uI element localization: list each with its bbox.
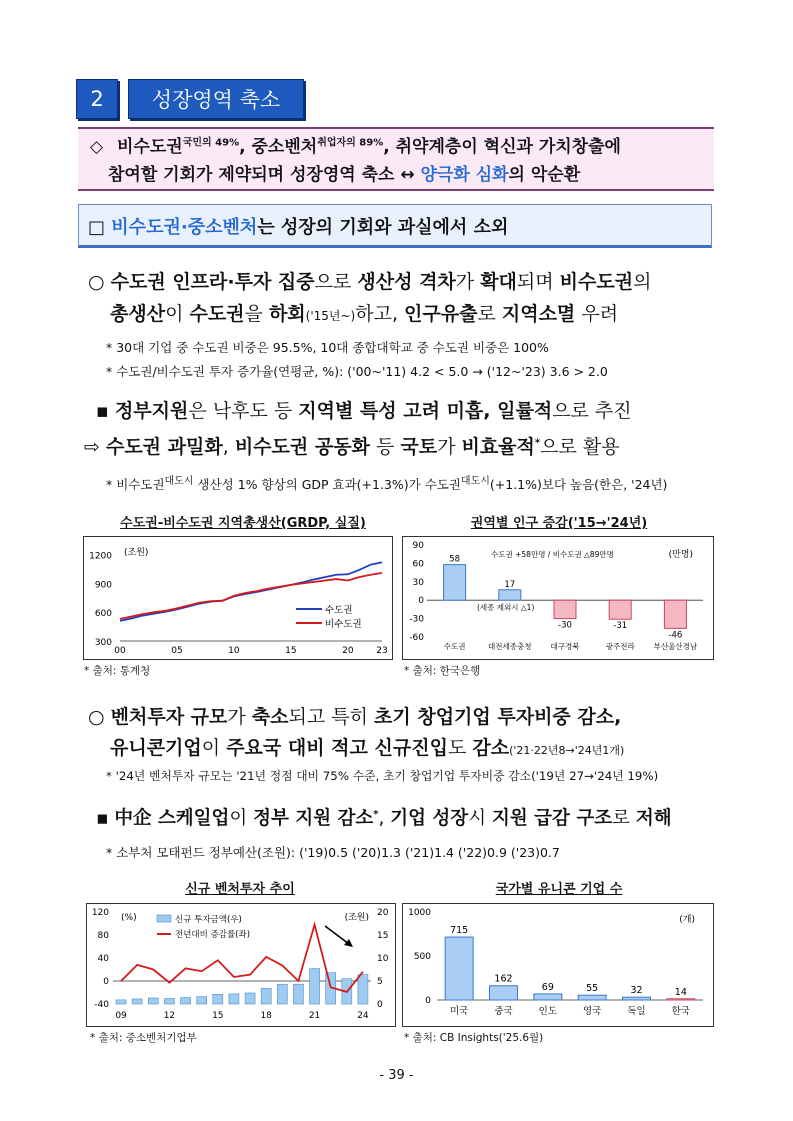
- chart1-source: * 출처: 통계청: [84, 665, 151, 677]
- bar: [444, 565, 466, 601]
- x-tick-label: 10: [228, 646, 240, 656]
- bar: [164, 998, 174, 1004]
- y-tick-label: 0: [418, 596, 424, 607]
- x-tick-label: 18: [260, 1011, 272, 1021]
- bar: [578, 995, 606, 1000]
- annotation: 수도권 +58만명 / 비수도권 △89만명: [491, 550, 614, 559]
- y-tick-label: 0: [425, 996, 431, 1006]
- bar: [293, 984, 303, 1004]
- x-tick-label: 09: [115, 1011, 127, 1021]
- x-tick-label: 21: [308, 1011, 321, 1021]
- note1-2: * 수도권/비수도권 투자 증가율(연평균, %): ('00~'11) 4.2 < 5.0 → ('12~'23) 3.6 > 2.0: [106, 364, 608, 379]
- trend-arrowhead: [344, 939, 353, 947]
- para3: ⇨ 수도권 과밀화, 비수도권 공동화 등 국토가 비효율적*으로 활용: [84, 436, 620, 458]
- para4-line1: ○ 벤처투자 규모가 축소되고 특히 초기 창업기업 투자비중 감소,: [88, 706, 622, 728]
- y-left-tick-label: 120: [91, 908, 109, 918]
- chart1-title: 수도권-비수도권 지역총생산(GRDP, 실질): [120, 516, 366, 531]
- unit-left-label: (%): [121, 913, 137, 923]
- chart4-title: 국가별 유니콘 기업 수: [495, 882, 623, 897]
- trend-arrow: [325, 926, 349, 944]
- data-label: 162: [494, 973, 513, 985]
- summary-line-1: ◇ 비수도권$^{국민의 49\%}$, 중소벤처$^{취업자의 89\%}$, 취약계층이 혁신과 가치창출에: [90, 137, 621, 157]
- section-title: 성장영역 축소: [128, 79, 304, 119]
- note5: * 소부처 모태펀드 정부예산(조원): ('19)0.5 ('20)1.3 ('21)1.4 ('22)0.9 ('23)0.7: [106, 845, 560, 860]
- data-label: -31: [613, 621, 628, 632]
- bar: [277, 984, 287, 1004]
- category-label: 미국: [449, 1006, 469, 1017]
- category-label: 대구경북: [550, 642, 580, 651]
- y-left-tick-label: 80: [97, 931, 109, 941]
- unit-label: (개): [679, 915, 695, 925]
- category-label: 부산울산경남: [653, 642, 698, 651]
- bar: [229, 994, 239, 1004]
- bar: [623, 997, 651, 1000]
- chart2-title: 권역별 인구 증감('15→'24년): [470, 516, 648, 531]
- y-left-tick-label: -40: [94, 1000, 109, 1010]
- annotation-2: (세종 제외시 △1): [477, 603, 535, 612]
- summary-line-2: 참여할 기회가 제약되며 성장영역 축소 ↔ 양극화 심화의 악순환: [108, 165, 581, 185]
- chart4-svg: [403, 904, 713, 1026]
- y-tick-label: 1000: [408, 908, 431, 918]
- subheading: □ 비수도권·중소벤처는 성장의 기회와 과실에서 소외: [88, 217, 509, 238]
- data-label: 715: [450, 925, 469, 937]
- bar: [310, 969, 320, 1004]
- bar: [245, 993, 255, 1004]
- note1-1: * 30대 기업 중 수도권 비중은 95.5%, 10대 종합대학교 중 수도권 비중은 100%: [106, 340, 549, 355]
- unit-label: (조원): [124, 548, 149, 558]
- note4: * '24년 벤처투자 규모는 '21년 정점 대비 75% 수준, 초기 창업기업 투자비중 감소('19년 27→'24년 19%): [106, 769, 659, 783]
- para5: ▪ 中企 스케일업이 정부 지원 감소*, 기업 성장시 지원 급감 구조로 저해: [96, 808, 672, 829]
- legend-label: 신규 투자금액(우): [175, 915, 242, 925]
- y-right-tick-label: 20: [377, 908, 389, 918]
- legend-label: 전년대비 증감률(좌): [175, 930, 251, 940]
- data-label: 32: [630, 985, 643, 997]
- y-right-tick-label: 5: [377, 977, 383, 987]
- y-right-tick-label: 10: [377, 954, 389, 964]
- chart1-panel: [83, 536, 393, 660]
- bar: [197, 997, 207, 1004]
- legend-label: 수도권: [325, 605, 353, 616]
- y-tick-label: 1200: [89, 551, 112, 562]
- y-left-tick-label: 0: [103, 977, 109, 987]
- chart3-source: * 출처: 중소벤처기업부: [90, 1032, 197, 1044]
- chart2-source: * 출처: 한국은행: [404, 665, 481, 677]
- y-tick-label: 600: [94, 609, 112, 620]
- data-label: 55: [586, 983, 599, 995]
- bar: [358, 975, 368, 1004]
- x-tick-label: 23: [376, 646, 388, 656]
- chart3-svg: [87, 904, 395, 1026]
- category-label: 수도권: [443, 642, 466, 651]
- x-tick-label: 00: [114, 646, 126, 656]
- data-label: 17: [504, 579, 516, 590]
- legend-swatch-bar: [157, 915, 171, 922]
- data-label: 69: [541, 981, 554, 993]
- y-tick-label: 30: [412, 577, 424, 588]
- y-tick-label: -60: [409, 633, 424, 643]
- bar: [664, 600, 686, 628]
- x-tick-label: 05: [171, 646, 183, 656]
- x-tick-label: 15: [285, 646, 297, 656]
- chart3-panel: [86, 903, 396, 1027]
- bar: [181, 998, 191, 1004]
- category-label: 중국: [494, 1006, 513, 1017]
- y-tick-label: 900: [94, 580, 112, 591]
- bar: [609, 600, 631, 619]
- note3: * 비수도권$^{대도시}$ 생산성 1% 향상의 GDP 효과(+1.3%)가 수도권$^{대도시}$(+1.1%)보다 높음(한은, '24년): [106, 476, 668, 493]
- bar: [534, 994, 562, 1000]
- data-label: -46: [668, 630, 683, 641]
- category-label: 광주전라: [605, 642, 635, 651]
- y-right-tick-label: 15: [377, 931, 389, 941]
- para4-line2: 유니콘기업이 주요국 대비 적고 신규진입도 감소('21·22년8→'24년1개): [110, 737, 625, 759]
- category-label: 인도: [538, 1006, 558, 1017]
- chart3-title: 신규 벤처투자 추이: [185, 882, 295, 897]
- bar: [261, 988, 271, 1004]
- x-tick-label: 12: [163, 1011, 176, 1021]
- bar: [445, 937, 473, 1000]
- bar: [213, 994, 223, 1004]
- legend-label: 비수도권: [325, 619, 362, 630]
- y-tick-label: -30: [409, 614, 424, 625]
- bar: [554, 600, 576, 618]
- x-tick-label: 15: [212, 1011, 224, 1021]
- y-tick-label: 60: [412, 559, 424, 570]
- bar: [490, 986, 518, 1000]
- para2: ▪ 정부지원은 낙후도 등 지역별 특성 고려 미흡, 일률적으로 추진: [96, 400, 632, 422]
- page-number: - 39 -: [379, 1068, 414, 1083]
- y-tick-label: 500: [413, 952, 431, 962]
- bar: [132, 999, 142, 1004]
- y-tick-label: 300: [94, 638, 112, 648]
- bar: [116, 1000, 126, 1004]
- para1-line2: 총생산이 수도권을 하회('15년~)하고, 인구유출로 지역소멸 우려: [110, 303, 619, 325]
- chart2-panel: [402, 536, 714, 660]
- category-label: 영국: [582, 1006, 602, 1017]
- para1-line1: ○ 수도권 인프라·투자 집중으로 생산성 격차가 확대되며 비수도권의: [88, 271, 652, 293]
- data-label: 58: [449, 554, 461, 565]
- bar: [667, 999, 695, 1000]
- section-number: 2: [76, 79, 118, 119]
- chart2-svg: [403, 537, 713, 659]
- y-right-tick-label: 0: [377, 1000, 383, 1010]
- chart1-svg: [84, 537, 392, 659]
- chart4-source: * 출처: CB Insights('25.6월): [404, 1032, 544, 1044]
- category-label: 한국: [671, 1006, 691, 1017]
- x-tick-label: 24: [357, 1011, 369, 1021]
- unit-label: (만명): [668, 550, 693, 560]
- category-label: 독일: [627, 1006, 646, 1017]
- unit-right-label: (조원): [344, 913, 369, 923]
- y-left-tick-label: 40: [97, 954, 109, 964]
- bar: [499, 590, 521, 600]
- data-label: -30: [558, 620, 572, 631]
- category-label: 대전세종충청: [488, 642, 532, 651]
- chart4-panel: [402, 903, 714, 1027]
- bar: [148, 998, 158, 1004]
- x-tick-label: 20: [342, 646, 354, 656]
- y-tick-label: 90: [412, 541, 424, 551]
- data-label: 14: [674, 986, 687, 998]
